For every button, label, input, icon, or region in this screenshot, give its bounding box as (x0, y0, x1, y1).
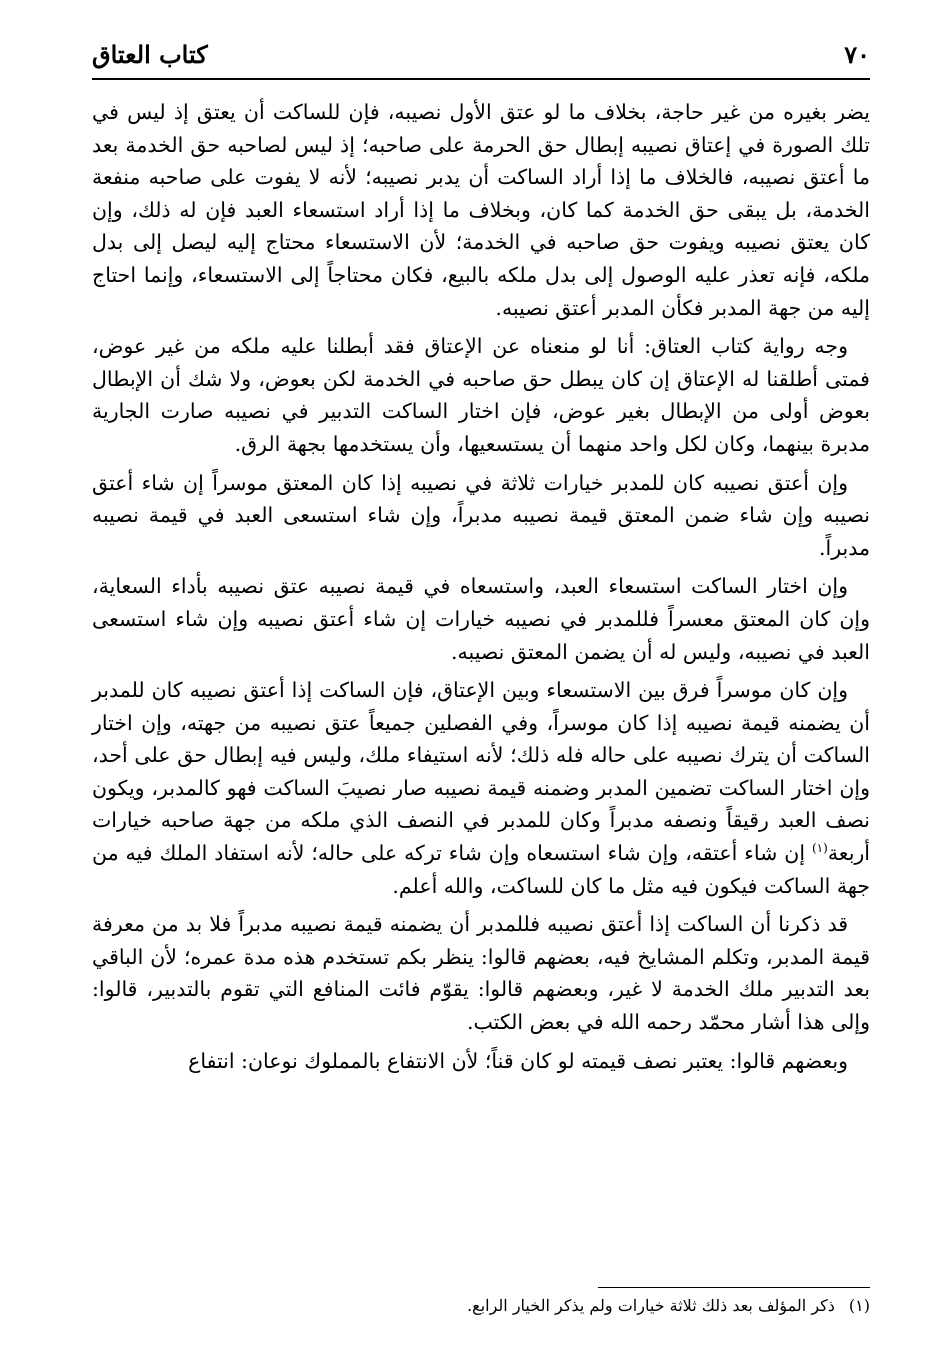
paragraph-with-footnote (92, 674, 870, 902)
footnote (92, 1294, 870, 1318)
paragraph: وإن اختار الساكت استسعاء العبد، واستسعاه في قيمة نصيبه عتق نصيبه بأداء السعاية، وإن كان المعتق معسراً فللمدبر في نصيبه خيارات إن شاء أعتق نصيبه وإن شاء استسعى العبد في نصيبه، وليس له أن يضمن المعتق نصيبه. (92, 574, 870, 664)
paragraph: يضر بغيره من غير حاجة، بخلاف ما لو عتق الأول نصيبه، فإن للساكت أن يعتق إذ ليس في تلك الصورة في إعتاق نصيبه إبطال حق الحرمة على صاحبه؛ إذ ليس لصاحبه حق الخدمة بعد ما أعتق نصيبه، فالخلاف ما إذا أراد الساكت أن يدبر نصيبه؛ لأنه لا يفوت على صاحبه منفعة الخدمة، بل يبقى حق الخدمة كما كان، وبخلاف ما إذا أراد استسعاء العبد فإن له ذلك، وإن كان يعتق نصيبه ويفوت حق صاحبه في الخدمة؛ لأن الاستسعاء محتاج إليه ليصل إلى بدل ملكه، فإنه تعذر عليه الوصول إلى بدل ملكه بالبيع، فكان محتاجاً إلى الاستسعاء، وإنما احتاج إليه من جهة المدبر فكأن المدبر أعتق نصيبه. (92, 100, 870, 320)
main-text (92, 96, 870, 1083)
footnote-divider (598, 1287, 870, 1288)
footnote-text: ذكر المؤلف بعد ذلك ثلاثة خيارات ولم يذكر الخيار الرابع. (467, 1296, 835, 1315)
paragraph: وإن أعتق نصيبه كان للمدبر خيارات ثلاثة في نصيبه إذا كان المعتق موسراً إن شاء أعتق نصيبه وإن شاء ضمن المعتق قيمة نصيبه مدبراً، وإن شاء استسعى العبد في قيمة نصيبه مدبراً. (92, 470, 870, 560)
page-number: ٧٠ (844, 40, 870, 69)
footnote-mark: (١) (848, 1296, 870, 1315)
page-header (92, 38, 870, 74)
footnote-reference[interactable]: (١) (811, 841, 828, 856)
paragraph: وبعضهم قالوا: يعتبر نصف قيمته لو كان قناً؛ لأن الانتفاع بالمملوك نوعان: انتفاع (188, 1048, 848, 1073)
paragraph: قد ذكرنا أن الساكت إذا أعتق نصيبه فللمدبر أن يضمنه قيمة نصيبه مدبراً فلا بد من معرفة قيمة المدبر، وتكلم المشايخ فيه، بعضهم قالوا: ينظر بكم تستخدم هذه مدة عمره؛ لأن الباقي بعد التدبير ملك الخدمة لا غير، وبعضهم قالوا: يقوّم فائت المنافع التي تقوم بالتدبير، قالوا: وإلى هذا أشار محمّد رحمه الله في بعض الكتب. (92, 912, 870, 1035)
chapter-title: كتاب العتاق (92, 40, 208, 69)
paragraph-text: وإن كان موسراً فرق بين الاستسعاء وبين الإعتاق، فإن الساكت إذا أعتق نصيبه كان للمدبر أن يضمنه قيمة نصيبه إذا كان موسراً، وفي الفصلين جميعاً عتق نصيبه من جهته، وإن اختار الساكت أن يترك نصيبه على حاله فله ذلك؛ لأنه استيفاء ملك، وليس فيه إبطال حق على أحد، وإن اختار الساكت تضمين المدبر وضمنه قيمة نصيبه صار نصيبَ الساكت فهو كالمدبر، ويكون نصف العبد رقيقاً ونصفه مدبراً وكان للمدبر في النصف الذي ملكه من جهة صاحبه خيارات أربعة (92, 678, 870, 866)
paragraph: وجه رواية كتاب العتاق: أنا لو منعناه عن الإعتاق فقد أبطلنا عليه ملكه من غير عوض، فمتى أطلقنا له الإعتاق إن كان يبطل حق صاحبه في الخدمة لكن بعوض، ولا شك أن الإبطال بعوض أولى من الإبطال بغير عوض، فإن اختار الساكت التدبير في نصيبه صارت الجارية مدبرة بينهما، وكان لكل واحد منهما أن يستسعيها، وأن يستخدمها بجهة الرق. (92, 334, 870, 456)
header-divider (92, 78, 870, 80)
paragraph-text: إن شاء أعتقه، وإن شاء استسعاه وإن شاء تركه على حاله؛ لأنه استفاد الملك فيه من جهة الساكت فيكون فيه مثل ما كان للساكت، والله أعلم. (92, 841, 870, 898)
